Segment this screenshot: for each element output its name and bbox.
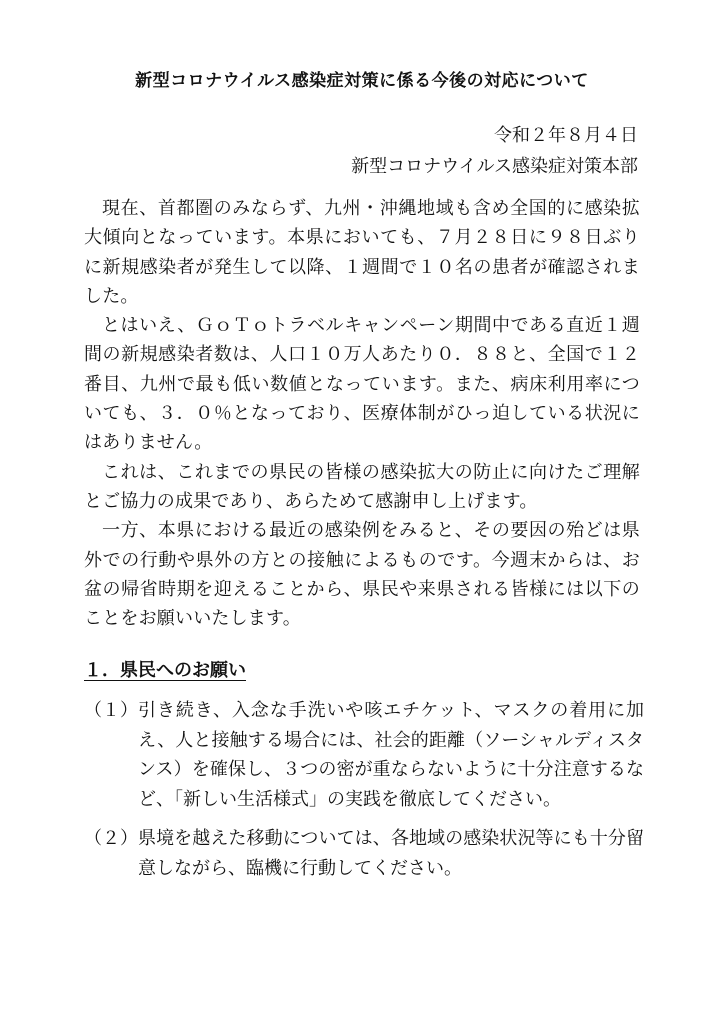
document-body [84,194,640,633]
list-item-text: 引き続き、入念な手洗いや咳エチケット、マスクの着用に加え、人と接触する場合には、社会的距離（ソーシャルディスタンス）を確保し、３つの密が重ならないように十分注意するなど、「新しい生活様式」の実践を徹底してください。 [138,700,644,810]
document-issuer: 新型コロナウイルス感染症対策本部 [351,156,638,177]
request-list [84,696,644,893]
body-paragraph: とはいえ、ＧｏＴｏトラベルキャンペーン期間中である直近１週間の新規感染者数は、人口１０万人あたり０．８８と、全国で１２番目、九州で最も低い数値となっています。また、病床利用率についても、３．０％となっており、医療体制がひっ迫している状況にはありません。 [84,315,640,454]
document-date: 令和２年８月４日 [494,125,638,146]
body-paragraph: 一方、本県における最近の感染例をみると、その要因の殆どは県外での行動や県外の方との接触によるものです。今週末からは、お盆の帰省時期を迎えることから、県民や来県される皆様には以下のことをお願いいたします。 [84,520,640,630]
list-item [84,696,644,814]
section-heading: １．県民へのお願い [84,660,246,681]
list-item-text: 県境を越えた移動については、各地域の感染状況等にも十分留意しながら、臨機に行動してください。 [138,828,644,879]
body-paragraph: これは、これまでの県民の皆様の感染拡大の防止に向けたご理解とご協力の成果であり、あらためて感謝申し上げます。 [84,461,640,512]
document-meta [351,120,638,182]
body-paragraph: 現在、首都圏のみならず、九州・沖縄地域も含め全国的に感染拡大傾向となっています。本県においても、７月２８日に９８日ぶりに新規感染者が発生して以降、１週間で１０名の患者が確認されました。 [84,198,640,307]
list-item [84,824,644,883]
list-item-number: （２） [84,828,138,849]
list-item-number: （１） [84,700,138,721]
document-title: 新型コロナウイルス感染症対策に係る今後の対応について [135,71,589,91]
